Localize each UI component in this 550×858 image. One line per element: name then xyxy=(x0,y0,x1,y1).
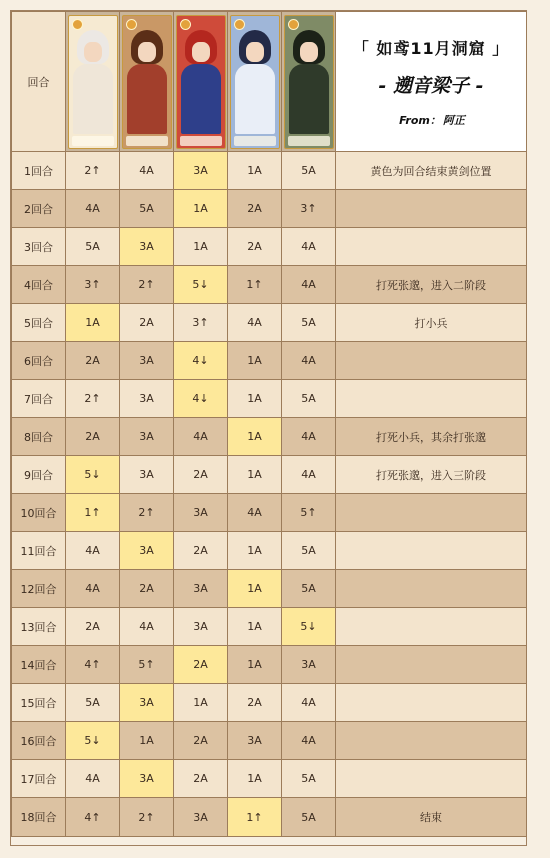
round-column-header: 回合 xyxy=(12,12,66,152)
action-cell: 3A xyxy=(120,380,174,418)
character-portrait-2 xyxy=(122,15,172,149)
from-label: From： xyxy=(399,113,441,127)
character-portrait-1 xyxy=(68,15,118,149)
action-cell: 1A xyxy=(66,304,120,342)
action-cell: 1A xyxy=(228,532,282,570)
action-cell: 1A xyxy=(228,152,282,190)
portrait-robe xyxy=(73,64,113,134)
action-cell: 2A xyxy=(228,684,282,722)
action-cell: 5A xyxy=(282,380,336,418)
action-cell: 5↑ xyxy=(120,646,174,684)
character-portrait-4 xyxy=(230,15,280,149)
action-cell: 4A xyxy=(282,722,336,760)
action-cell: 4A xyxy=(66,190,120,228)
portrait-robe xyxy=(181,64,221,134)
action-cell: 4↓ xyxy=(174,342,228,380)
action-cell: 2↑ xyxy=(120,798,174,837)
round-note xyxy=(336,646,527,684)
action-cell: 3A xyxy=(174,152,228,190)
table-row xyxy=(12,570,527,608)
round-label: 17回合 xyxy=(12,760,66,798)
action-cell: 4A xyxy=(174,418,228,456)
action-cell: 4A xyxy=(120,152,174,190)
table-row xyxy=(12,646,527,684)
action-cell: 3A xyxy=(282,646,336,684)
action-cell: 3A xyxy=(174,494,228,532)
action-cell: 1A xyxy=(120,722,174,760)
round-note: 黄色为回合结束黄剑位置 xyxy=(336,152,527,190)
action-cell: 1A xyxy=(228,608,282,646)
table-body xyxy=(12,152,527,837)
action-cell: 4A xyxy=(282,266,336,304)
round-note xyxy=(336,342,527,380)
action-cell: 5A xyxy=(66,684,120,722)
action-cell: 3A xyxy=(120,418,174,456)
title-line-2: - 遡音梁子 - xyxy=(378,74,484,97)
round-label: 11回合 xyxy=(12,532,66,570)
table-row xyxy=(12,608,527,646)
action-cell: 1A xyxy=(228,380,282,418)
action-cell: 5↓ xyxy=(66,722,120,760)
round-label: 13回合 xyxy=(12,608,66,646)
element-gem-icon xyxy=(180,19,191,30)
action-cell: 5A xyxy=(66,228,120,266)
action-cell: 2↑ xyxy=(66,380,120,418)
character-column-4 xyxy=(228,12,282,152)
table-row xyxy=(12,190,527,228)
table-row xyxy=(12,798,527,837)
round-note: 打死张邈，进入二阶段 xyxy=(336,266,527,304)
round-label: 10回合 xyxy=(12,494,66,532)
action-cell: 4A xyxy=(282,342,336,380)
action-cell: 5↓ xyxy=(174,266,228,304)
round-label: 18回合 xyxy=(12,798,66,837)
action-cell: 1A xyxy=(174,228,228,266)
action-cell: 5A xyxy=(282,570,336,608)
action-cell: 4A xyxy=(66,570,120,608)
round-note xyxy=(336,760,527,798)
action-cell: 1A xyxy=(174,190,228,228)
action-cell: 3A xyxy=(120,228,174,266)
action-cell: 2A xyxy=(120,570,174,608)
action-cell: 4A xyxy=(228,304,282,342)
action-cell: 4A xyxy=(120,608,174,646)
action-cell: 1A xyxy=(228,760,282,798)
action-cell: 4A xyxy=(66,532,120,570)
action-cell: 1A xyxy=(174,684,228,722)
portrait-robe xyxy=(289,64,329,134)
action-cell: 1A xyxy=(228,456,282,494)
action-cell: 1A xyxy=(228,418,282,456)
action-cell: 2↑ xyxy=(120,266,174,304)
character-portrait-3 xyxy=(176,15,226,149)
action-cell: 3A xyxy=(174,570,228,608)
round-label: 6回合 xyxy=(12,342,66,380)
action-cell: 4A xyxy=(66,760,120,798)
round-label: 2回合 xyxy=(12,190,66,228)
element-gem-icon xyxy=(288,19,299,30)
action-cell: 3A xyxy=(228,722,282,760)
portrait-face xyxy=(192,42,210,62)
portrait-nameplate xyxy=(288,136,330,146)
action-cell: 4A xyxy=(282,684,336,722)
action-cell: 3A xyxy=(174,798,228,837)
action-cell: 1↑ xyxy=(66,494,120,532)
action-cell: 3A xyxy=(120,532,174,570)
action-cell: 4A xyxy=(228,494,282,532)
portrait-face xyxy=(138,42,156,62)
table-row xyxy=(12,380,527,418)
round-note xyxy=(336,570,527,608)
portrait-nameplate xyxy=(180,136,222,146)
portrait-nameplate xyxy=(126,136,168,146)
header-row xyxy=(12,12,527,152)
round-label: 3回合 xyxy=(12,228,66,266)
round-note xyxy=(336,722,527,760)
portrait-face xyxy=(84,42,102,62)
action-cell: 3A xyxy=(120,684,174,722)
table-row xyxy=(12,760,527,798)
portrait-robe xyxy=(127,64,167,134)
action-cell: 5↓ xyxy=(282,608,336,646)
action-cell: 2↑ xyxy=(120,494,174,532)
action-cell: 4A xyxy=(282,456,336,494)
round-label: 9回合 xyxy=(12,456,66,494)
action-cell: 2A xyxy=(228,228,282,266)
action-cell: 2A xyxy=(174,456,228,494)
action-cell: 3A xyxy=(120,342,174,380)
round-note: 结束 xyxy=(336,798,527,837)
title-block xyxy=(336,12,527,152)
round-label: 16回合 xyxy=(12,722,66,760)
table-row xyxy=(12,304,527,342)
action-cell: 5A xyxy=(282,798,336,837)
portrait-nameplate xyxy=(234,136,276,146)
table-row xyxy=(12,684,527,722)
table-row xyxy=(12,342,527,380)
action-cell: 4↓ xyxy=(174,380,228,418)
action-cell: 2A xyxy=(174,646,228,684)
action-cell: 3A xyxy=(174,608,228,646)
character-column-5 xyxy=(282,12,336,152)
action-cell: 5A xyxy=(282,304,336,342)
character-column-1 xyxy=(66,12,120,152)
rotation-table xyxy=(11,11,527,837)
action-cell: 3↑ xyxy=(282,190,336,228)
portrait-face xyxy=(300,42,318,62)
round-note: 打死小兵，其余打张邈 xyxy=(336,418,527,456)
action-cell: 2A xyxy=(174,532,228,570)
action-cell: 1↑ xyxy=(228,266,282,304)
round-note xyxy=(336,494,527,532)
round-label: 15回合 xyxy=(12,684,66,722)
round-label: 8回合 xyxy=(12,418,66,456)
character-column-2 xyxy=(120,12,174,152)
action-cell: 2A xyxy=(66,342,120,380)
round-note xyxy=(336,608,527,646)
table-row xyxy=(12,418,527,456)
round-label: 14回合 xyxy=(12,646,66,684)
table-row xyxy=(12,266,527,304)
action-cell: 1A xyxy=(228,646,282,684)
action-cell: 3A xyxy=(120,760,174,798)
action-cell: 2A xyxy=(174,760,228,798)
action-cell: 5↓ xyxy=(66,456,120,494)
element-gem-icon xyxy=(126,19,137,30)
table-row xyxy=(12,494,527,532)
element-gem-icon xyxy=(72,19,83,30)
action-cell: 2A xyxy=(120,304,174,342)
round-note xyxy=(336,190,527,228)
round-note: 打小兵 xyxy=(336,304,527,342)
round-label: 7回合 xyxy=(12,380,66,418)
action-cell: 2A xyxy=(66,608,120,646)
action-cell: 5A xyxy=(282,152,336,190)
action-cell: 4↑ xyxy=(66,646,120,684)
round-note xyxy=(336,684,527,722)
action-cell: 4↑ xyxy=(66,798,120,837)
action-cell: 3↑ xyxy=(174,304,228,342)
round-label: 1回合 xyxy=(12,152,66,190)
action-cell: 3↑ xyxy=(66,266,120,304)
round-label: 12回合 xyxy=(12,570,66,608)
round-label: 5回合 xyxy=(12,304,66,342)
action-cell: 1A xyxy=(228,342,282,380)
round-note xyxy=(336,380,527,418)
action-cell: 2A xyxy=(228,190,282,228)
round-note xyxy=(336,532,527,570)
round-label: 4回合 xyxy=(12,266,66,304)
character-column-3 xyxy=(174,12,228,152)
title-line-1: 「 如鸢11月洞窟 」 xyxy=(352,38,510,58)
action-cell: 5↑ xyxy=(282,494,336,532)
action-cell: 4A xyxy=(282,418,336,456)
portrait-face xyxy=(246,42,264,62)
round-note xyxy=(336,228,527,266)
table-row xyxy=(12,722,527,760)
strategy-table-panel xyxy=(10,10,527,846)
table-row xyxy=(12,152,527,190)
character-portrait-5 xyxy=(284,15,334,149)
action-cell: 2A xyxy=(174,722,228,760)
round-note: 打死张邈，进入三阶段 xyxy=(336,456,527,494)
author-name: 阿正 xyxy=(442,113,465,127)
author-credit xyxy=(336,112,526,128)
action-cell: 1A xyxy=(228,570,282,608)
table-row xyxy=(12,228,527,266)
table-row xyxy=(12,456,527,494)
action-cell: 2A xyxy=(66,418,120,456)
portrait-nameplate xyxy=(72,136,114,146)
action-cell: 2↑ xyxy=(66,152,120,190)
portrait-robe xyxy=(235,64,275,134)
action-cell: 3A xyxy=(120,456,174,494)
element-gem-icon xyxy=(234,19,245,30)
action-cell: 4A xyxy=(282,228,336,266)
table-row xyxy=(12,532,527,570)
action-cell: 5A xyxy=(120,190,174,228)
action-cell: 5A xyxy=(282,532,336,570)
action-cell: 5A xyxy=(282,760,336,798)
action-cell: 1↑ xyxy=(228,798,282,837)
